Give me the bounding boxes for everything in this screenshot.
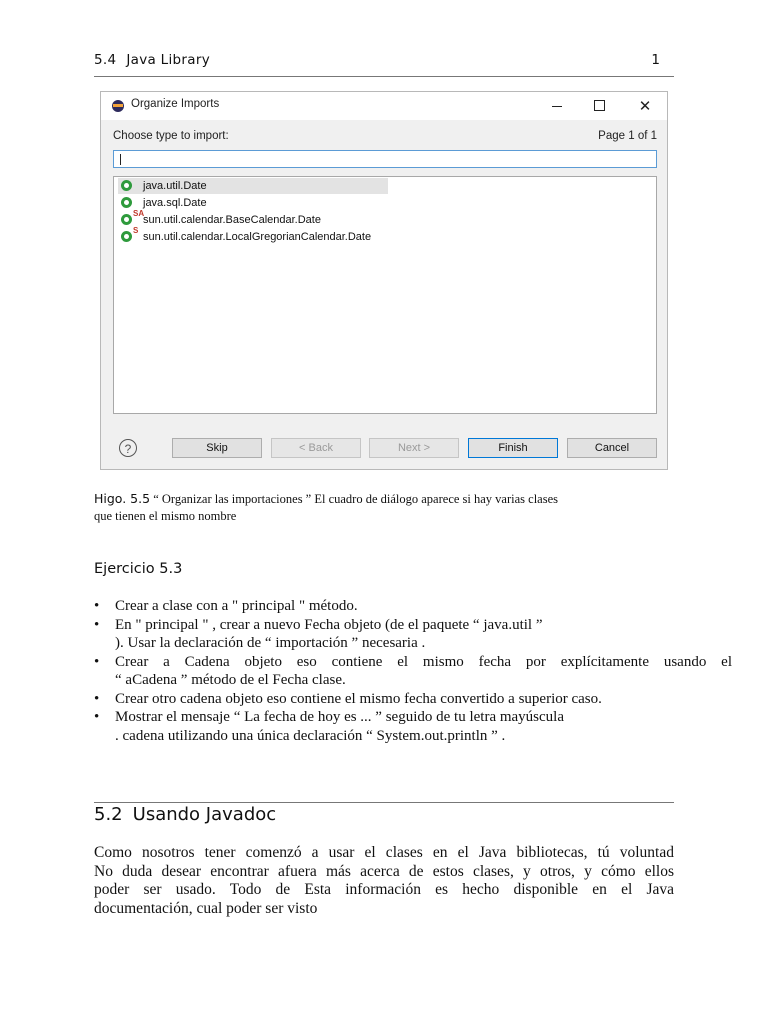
dialog-title: Organize Imports bbox=[131, 98, 220, 110]
exercise-bullet-list bbox=[94, 597, 732, 745]
bullet-text: Mostrar el mensaje “ La fecha de hoy es ... ” seguido de tu letra mayúscula bbox=[115, 709, 564, 725]
figure-caption bbox=[94, 490, 674, 525]
paragraph-line: No duda desear encontrar afuera más acerca de estos clases, y otros, y cómo ellos bbox=[94, 862, 674, 880]
text-caret bbox=[120, 154, 121, 165]
section-heading bbox=[94, 804, 276, 825]
list-item[interactable] bbox=[118, 178, 388, 194]
icon-overlay: SA bbox=[133, 209, 145, 218]
caption-text-line2: que tienen el mismo nombre bbox=[94, 509, 237, 523]
bullet-text: Crear a Cadena objeto eso contiene el mismo fecha por explícitamente usando el bbox=[115, 653, 732, 670]
bullet-text-continued: ). Usar la declaración de “ importación ” necesaria . bbox=[115, 635, 426, 651]
list-item-label: sun.util.calendar.BaseCalendar.Date bbox=[143, 214, 321, 226]
minimize-icon[interactable] bbox=[544, 95, 570, 117]
running-header bbox=[94, 52, 674, 77]
list-item-label: sun.util.calendar.LocalGregorianCalendar.Date bbox=[143, 231, 372, 243]
exercise-title: Ejercicio 5.3 bbox=[94, 561, 183, 577]
class-public-icon bbox=[121, 180, 132, 191]
section-divider bbox=[94, 802, 674, 803]
section-title: Usando Javadoc bbox=[132, 804, 277, 825]
list-item-label: java.sql.Date bbox=[143, 197, 207, 209]
bullet-item bbox=[94, 597, 732, 616]
back-button[interactable]: < Back bbox=[271, 438, 361, 458]
class-static-icon bbox=[121, 226, 139, 242]
next-button[interactable]: Next > bbox=[369, 438, 459, 458]
paragraph-line: poder ser usado. Todo de Esta información es hecho disponible en el Java bbox=[94, 881, 674, 898]
dialog-titlebar bbox=[101, 92, 667, 120]
bullet-text: Crear a clase con a " principal " método. bbox=[115, 598, 358, 614]
organize-imports-dialog bbox=[100, 91, 668, 470]
bullet-item bbox=[94, 690, 732, 709]
class-abstract-static-icon bbox=[121, 209, 145, 225]
cancel-button[interactable]: Cancel bbox=[567, 438, 657, 458]
bullet-text: En " principal " , crear a nuevo Fecha objeto (de el paquete “ java.util ” bbox=[115, 616, 543, 633]
choose-type-label: Choose type to import: bbox=[113, 130, 229, 142]
skip-button[interactable]: Skip bbox=[172, 438, 262, 458]
bullet-item bbox=[94, 708, 732, 745]
eclipse-icon bbox=[112, 100, 124, 112]
bullet-text: Crear otro cadena objeto eso contiene el mismo fecha convertido a superior caso. bbox=[115, 690, 602, 707]
type-search-input[interactable] bbox=[113, 150, 657, 168]
header-section-number: 5.4 bbox=[94, 52, 117, 68]
maximize-icon[interactable] bbox=[586, 95, 612, 117]
help-icon[interactable]: ? bbox=[119, 439, 137, 457]
header-section-title: Java Library bbox=[126, 52, 210, 68]
type-list[interactable] bbox=[113, 176, 657, 414]
paragraph-line: Como nosotros tener comenzó a usar el clases en el Java bibliotecas, tú voluntad bbox=[94, 844, 674, 861]
list-item-label: java.util.Date bbox=[143, 180, 207, 192]
bullet-item bbox=[94, 653, 732, 690]
paragraph-line: documentación, cual poder ser visto bbox=[94, 899, 318, 917]
bullet-text-continued: “ aCadena ” método de el Fecha clase. bbox=[115, 672, 346, 688]
close-icon[interactable]: ✕ bbox=[638, 97, 652, 115]
header-page-number: 1 bbox=[651, 52, 660, 68]
page-info: Page 1 of 1 bbox=[598, 130, 657, 142]
bullet-text-continued: . cadena utilizando una única declaración “ System.out.println ” . bbox=[115, 727, 506, 744]
caption-text-line1: “ Organizar las importaciones ” El cuadro de diálogo aparece si hay varias clases bbox=[153, 492, 558, 506]
finish-button[interactable]: Finish bbox=[468, 438, 558, 458]
section-number: 5.2 bbox=[94, 804, 123, 825]
caption-label: Higo. 5.5 bbox=[94, 491, 151, 506]
icon-overlay: S bbox=[133, 226, 139, 235]
bullet-item bbox=[94, 616, 732, 653]
class-public-icon bbox=[121, 197, 132, 208]
section-paragraph bbox=[94, 844, 674, 918]
header-section bbox=[94, 52, 210, 68]
